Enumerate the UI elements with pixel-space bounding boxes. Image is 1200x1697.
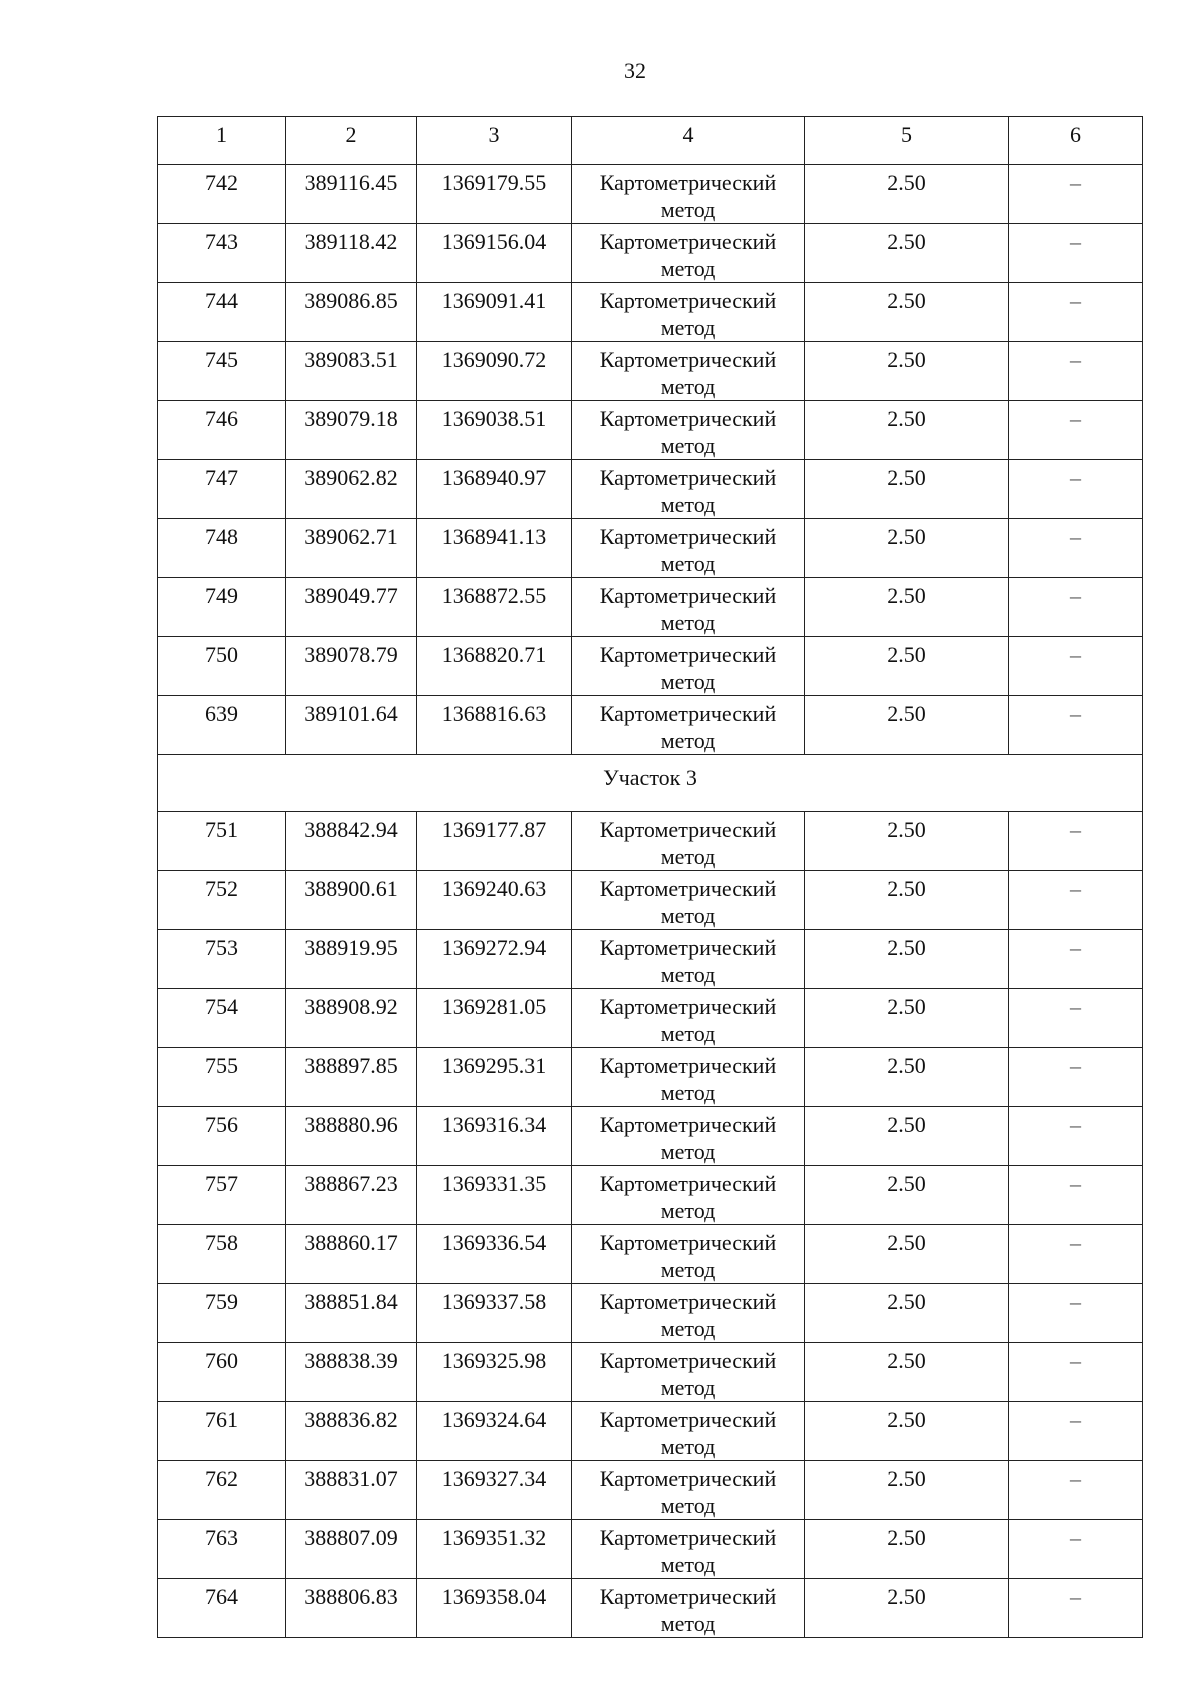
note-cell: – bbox=[1009, 930, 1143, 989]
method-line-1: Картометрический bbox=[599, 406, 777, 431]
x-coordinate-cell: 388867.23 bbox=[286, 1166, 417, 1225]
y-coordinate-cell: 1369272.94 bbox=[417, 930, 572, 989]
y-coordinate-cell: 1369336.54 bbox=[417, 1225, 572, 1284]
x-coordinate-cell: 388908.92 bbox=[286, 989, 417, 1048]
point-number-cell: 760 bbox=[158, 1343, 286, 1402]
method-cell bbox=[572, 696, 805, 755]
note-cell: – bbox=[1009, 1461, 1143, 1520]
accuracy-cell: 2.50 bbox=[805, 401, 1009, 460]
method-cell bbox=[572, 1520, 805, 1579]
y-coordinate-cell: 1368940.97 bbox=[417, 460, 572, 519]
method-line-2: метод bbox=[660, 1139, 716, 1164]
x-coordinate-cell: 389083.51 bbox=[286, 342, 417, 401]
table-row bbox=[158, 1225, 1143, 1284]
accuracy-cell: 2.50 bbox=[805, 989, 1009, 1048]
method-line-1: Картометрический bbox=[599, 1466, 777, 1491]
section-title: Участок 3 bbox=[158, 755, 1143, 812]
method-line-2: метод bbox=[660, 728, 716, 753]
method-line-1: Картометрический bbox=[599, 1407, 777, 1432]
method-line-1: Картометрический bbox=[599, 994, 777, 1019]
method-cell bbox=[572, 401, 805, 460]
note-cell: – bbox=[1009, 342, 1143, 401]
method-line-2: метод bbox=[660, 669, 716, 694]
method-cell bbox=[572, 165, 805, 224]
note-cell: – bbox=[1009, 696, 1143, 755]
method-line-2: метод bbox=[660, 962, 716, 987]
accuracy-cell: 2.50 bbox=[805, 1343, 1009, 1402]
accuracy-cell: 2.50 bbox=[805, 519, 1009, 578]
y-coordinate-cell: 1369177.87 bbox=[417, 812, 572, 871]
accuracy-cell: 2.50 bbox=[805, 1284, 1009, 1343]
table-row bbox=[158, 1048, 1143, 1107]
point-number-cell: 759 bbox=[158, 1284, 286, 1343]
accuracy-cell: 2.50 bbox=[805, 1166, 1009, 1225]
table-row bbox=[158, 696, 1143, 755]
point-number-cell: 745 bbox=[158, 342, 286, 401]
x-coordinate-cell: 388807.09 bbox=[286, 1520, 417, 1579]
table-row bbox=[158, 460, 1143, 519]
method-line-2: метод bbox=[660, 1493, 716, 1518]
section-row bbox=[158, 755, 1143, 812]
x-coordinate-cell: 388836.82 bbox=[286, 1402, 417, 1461]
point-number-cell: 639 bbox=[158, 696, 286, 755]
method-line-1: Картометрический bbox=[599, 876, 777, 901]
method-line-2: метод bbox=[660, 1198, 716, 1223]
header-row bbox=[158, 117, 1143, 165]
table-row bbox=[158, 989, 1143, 1048]
method-cell bbox=[572, 460, 805, 519]
accuracy-cell: 2.50 bbox=[805, 1402, 1009, 1461]
method-cell bbox=[572, 637, 805, 696]
table-row bbox=[158, 1520, 1143, 1579]
x-coordinate-cell: 389086.85 bbox=[286, 283, 417, 342]
accuracy-cell: 2.50 bbox=[805, 812, 1009, 871]
method-line-2: метод bbox=[660, 256, 716, 281]
method-line-2: метод bbox=[660, 1611, 716, 1636]
header-cell: 5 bbox=[805, 117, 1009, 165]
x-coordinate-cell: 389078.79 bbox=[286, 637, 417, 696]
y-coordinate-cell: 1369038.51 bbox=[417, 401, 572, 460]
y-coordinate-cell: 1369316.34 bbox=[417, 1107, 572, 1166]
method-line-2: метод bbox=[660, 1257, 716, 1282]
y-coordinate-cell: 1369337.58 bbox=[417, 1284, 572, 1343]
method-cell bbox=[572, 342, 805, 401]
method-line-2: метод bbox=[660, 1375, 716, 1400]
table-row bbox=[158, 1284, 1143, 1343]
point-number-cell: 757 bbox=[158, 1166, 286, 1225]
y-coordinate-cell: 1368816.63 bbox=[417, 696, 572, 755]
note-cell: – bbox=[1009, 165, 1143, 224]
y-coordinate-cell: 1369156.04 bbox=[417, 224, 572, 283]
point-number-cell: 758 bbox=[158, 1225, 286, 1284]
y-coordinate-cell: 1369090.72 bbox=[417, 342, 572, 401]
method-cell bbox=[572, 1343, 805, 1402]
x-coordinate-cell: 388842.94 bbox=[286, 812, 417, 871]
y-coordinate-cell: 1368820.71 bbox=[417, 637, 572, 696]
x-coordinate-cell: 389079.18 bbox=[286, 401, 417, 460]
header-cell: 1 bbox=[158, 117, 286, 165]
point-number-cell: 762 bbox=[158, 1461, 286, 1520]
accuracy-cell: 2.50 bbox=[805, 460, 1009, 519]
method-cell bbox=[572, 930, 805, 989]
method-line-2: метод bbox=[660, 1434, 716, 1459]
method-line-2: метод bbox=[660, 1316, 716, 1341]
x-coordinate-cell: 388880.96 bbox=[286, 1107, 417, 1166]
table-row bbox=[158, 283, 1143, 342]
accuracy-cell: 2.50 bbox=[805, 1107, 1009, 1166]
x-coordinate-cell: 388860.17 bbox=[286, 1225, 417, 1284]
accuracy-cell: 2.50 bbox=[805, 696, 1009, 755]
method-line-2: метод bbox=[660, 492, 716, 517]
y-coordinate-cell: 1369325.98 bbox=[417, 1343, 572, 1402]
method-line-1: Картометрический bbox=[599, 935, 777, 960]
note-cell: – bbox=[1009, 1520, 1143, 1579]
method-cell bbox=[572, 578, 805, 637]
point-number-cell: 748 bbox=[158, 519, 286, 578]
note-cell: – bbox=[1009, 578, 1143, 637]
point-number-cell: 754 bbox=[158, 989, 286, 1048]
method-line-1: Картометрический bbox=[599, 1289, 777, 1314]
accuracy-cell: 2.50 bbox=[805, 224, 1009, 283]
x-coordinate-cell: 389062.71 bbox=[286, 519, 417, 578]
coordinates-table bbox=[157, 116, 1143, 1638]
x-coordinate-cell: 388806.83 bbox=[286, 1579, 417, 1638]
method-cell bbox=[572, 989, 805, 1048]
point-number-cell: 753 bbox=[158, 930, 286, 989]
method-cell bbox=[572, 1107, 805, 1166]
header-cell: 2 bbox=[286, 117, 417, 165]
y-coordinate-cell: 1369324.64 bbox=[417, 1402, 572, 1461]
method-line-1: Картометрический bbox=[599, 229, 777, 254]
accuracy-cell: 2.50 bbox=[805, 578, 1009, 637]
table-row bbox=[158, 1402, 1143, 1461]
accuracy-cell: 2.50 bbox=[805, 871, 1009, 930]
method-line-1: Картометрический bbox=[599, 1584, 777, 1609]
method-line-1: Картометрический bbox=[599, 583, 777, 608]
method-line-1: Картометрический bbox=[599, 1112, 777, 1137]
method-line-2: метод bbox=[660, 1080, 716, 1105]
point-number-cell: 764 bbox=[158, 1579, 286, 1638]
note-cell: – bbox=[1009, 1343, 1143, 1402]
method-line-1: Картометрический bbox=[599, 1230, 777, 1255]
x-coordinate-cell: 389118.42 bbox=[286, 224, 417, 283]
method-line-2: метод bbox=[660, 1552, 716, 1577]
accuracy-cell: 2.50 bbox=[805, 1520, 1009, 1579]
accuracy-cell: 2.50 bbox=[805, 930, 1009, 989]
method-line-1: Картометрический bbox=[599, 701, 777, 726]
note-cell: – bbox=[1009, 812, 1143, 871]
method-cell bbox=[572, 1579, 805, 1638]
method-line-1: Картометрический bbox=[599, 1053, 777, 1078]
y-coordinate-cell: 1368941.13 bbox=[417, 519, 572, 578]
method-line-2: метод bbox=[660, 433, 716, 458]
method-line-1: Картометрический bbox=[599, 524, 777, 549]
table-row bbox=[158, 1461, 1143, 1520]
method-line-1: Картометрический bbox=[599, 170, 777, 195]
table-row bbox=[158, 224, 1143, 283]
method-cell bbox=[572, 1284, 805, 1343]
point-number-cell: 742 bbox=[158, 165, 286, 224]
method-line-1: Картометрический bbox=[599, 288, 777, 313]
note-cell: – bbox=[1009, 224, 1143, 283]
method-line-2: метод bbox=[660, 610, 716, 635]
table-row bbox=[158, 930, 1143, 989]
x-coordinate-cell: 389101.64 bbox=[286, 696, 417, 755]
table-row bbox=[158, 637, 1143, 696]
x-coordinate-cell: 388919.95 bbox=[286, 930, 417, 989]
accuracy-cell: 2.50 bbox=[805, 165, 1009, 224]
table-row bbox=[158, 1343, 1143, 1402]
point-number-cell: 749 bbox=[158, 578, 286, 637]
coordinates-table-body bbox=[158, 117, 1143, 1638]
point-number-cell: 755 bbox=[158, 1048, 286, 1107]
point-number-cell: 747 bbox=[158, 460, 286, 519]
accuracy-cell: 2.50 bbox=[805, 283, 1009, 342]
note-cell: – bbox=[1009, 989, 1143, 1048]
x-coordinate-cell: 389116.45 bbox=[286, 165, 417, 224]
point-number-cell: 761 bbox=[158, 1402, 286, 1461]
header-cell: 4 bbox=[572, 117, 805, 165]
x-coordinate-cell: 389049.77 bbox=[286, 578, 417, 637]
note-cell: – bbox=[1009, 1579, 1143, 1638]
method-line-1: Картометрический bbox=[599, 465, 777, 490]
accuracy-cell: 2.50 bbox=[805, 1225, 1009, 1284]
note-cell: – bbox=[1009, 401, 1143, 460]
method-line-2: метод bbox=[660, 551, 716, 576]
accuracy-cell: 2.50 bbox=[805, 637, 1009, 696]
note-cell: – bbox=[1009, 1402, 1143, 1461]
table-row bbox=[158, 578, 1143, 637]
point-number-cell: 751 bbox=[158, 812, 286, 871]
note-cell: – bbox=[1009, 519, 1143, 578]
header-cell: 6 bbox=[1009, 117, 1143, 165]
accuracy-cell: 2.50 bbox=[805, 1579, 1009, 1638]
table-row bbox=[158, 812, 1143, 871]
page-number: 32 bbox=[624, 58, 646, 83]
point-number-cell: 744 bbox=[158, 283, 286, 342]
x-coordinate-cell: 388831.07 bbox=[286, 1461, 417, 1520]
note-cell: – bbox=[1009, 1225, 1143, 1284]
y-coordinate-cell: 1368872.55 bbox=[417, 578, 572, 637]
method-line-1: Картометрический bbox=[599, 1348, 777, 1373]
note-cell: – bbox=[1009, 871, 1143, 930]
y-coordinate-cell: 1369295.31 bbox=[417, 1048, 572, 1107]
y-coordinate-cell: 1369179.55 bbox=[417, 165, 572, 224]
table-row bbox=[158, 342, 1143, 401]
point-number-cell: 750 bbox=[158, 637, 286, 696]
method-cell bbox=[572, 871, 805, 930]
y-coordinate-cell: 1369240.63 bbox=[417, 871, 572, 930]
note-cell: – bbox=[1009, 1048, 1143, 1107]
method-line-1: Картометрический bbox=[599, 817, 777, 842]
table-row bbox=[158, 1579, 1143, 1638]
note-cell: – bbox=[1009, 1107, 1143, 1166]
method-line-1: Картометрический bbox=[599, 1525, 777, 1550]
note-cell: – bbox=[1009, 1166, 1143, 1225]
note-cell: – bbox=[1009, 1284, 1143, 1343]
table-row bbox=[158, 871, 1143, 930]
accuracy-cell: 2.50 bbox=[805, 1461, 1009, 1520]
method-cell bbox=[572, 519, 805, 578]
method-cell bbox=[572, 1048, 805, 1107]
method-cell bbox=[572, 812, 805, 871]
note-cell: – bbox=[1009, 283, 1143, 342]
method-cell bbox=[572, 224, 805, 283]
method-line-1: Картометрический bbox=[599, 1171, 777, 1196]
method-line-2: метод bbox=[660, 844, 716, 869]
y-coordinate-cell: 1369351.32 bbox=[417, 1520, 572, 1579]
y-coordinate-cell: 1369358.04 bbox=[417, 1579, 572, 1638]
method-line-1: Картометрический bbox=[599, 642, 777, 667]
x-coordinate-cell: 388897.85 bbox=[286, 1048, 417, 1107]
method-line-2: метод bbox=[660, 1021, 716, 1046]
method-line-2: метод bbox=[660, 315, 716, 340]
table-row bbox=[158, 519, 1143, 578]
accuracy-cell: 2.50 bbox=[805, 1048, 1009, 1107]
point-number-cell: 746 bbox=[158, 401, 286, 460]
y-coordinate-cell: 1369331.35 bbox=[417, 1166, 572, 1225]
point-number-cell: 743 bbox=[158, 224, 286, 283]
header-cell: 3 bbox=[417, 117, 572, 165]
method-line-2: метод bbox=[660, 197, 716, 222]
y-coordinate-cell: 1369091.41 bbox=[417, 283, 572, 342]
table-row bbox=[158, 1107, 1143, 1166]
x-coordinate-cell: 388838.39 bbox=[286, 1343, 417, 1402]
method-cell bbox=[572, 1225, 805, 1284]
accuracy-cell: 2.50 bbox=[805, 342, 1009, 401]
table-row bbox=[158, 1166, 1143, 1225]
y-coordinate-cell: 1369281.05 bbox=[417, 989, 572, 1048]
point-number-cell: 752 bbox=[158, 871, 286, 930]
method-cell bbox=[572, 283, 805, 342]
method-cell bbox=[572, 1166, 805, 1225]
table-row bbox=[158, 165, 1143, 224]
note-cell: – bbox=[1009, 637, 1143, 696]
x-coordinate-cell: 388851.84 bbox=[286, 1284, 417, 1343]
table-row bbox=[158, 401, 1143, 460]
method-line-1: Картометрический bbox=[599, 347, 777, 372]
method-line-2: метод bbox=[660, 903, 716, 928]
method-cell bbox=[572, 1402, 805, 1461]
method-line-2: метод bbox=[660, 374, 716, 399]
point-number-cell: 763 bbox=[158, 1520, 286, 1579]
note-cell: – bbox=[1009, 460, 1143, 519]
x-coordinate-cell: 388900.61 bbox=[286, 871, 417, 930]
x-coordinate-cell: 389062.82 bbox=[286, 460, 417, 519]
y-coordinate-cell: 1369327.34 bbox=[417, 1461, 572, 1520]
method-cell bbox=[572, 1461, 805, 1520]
point-number-cell: 756 bbox=[158, 1107, 286, 1166]
